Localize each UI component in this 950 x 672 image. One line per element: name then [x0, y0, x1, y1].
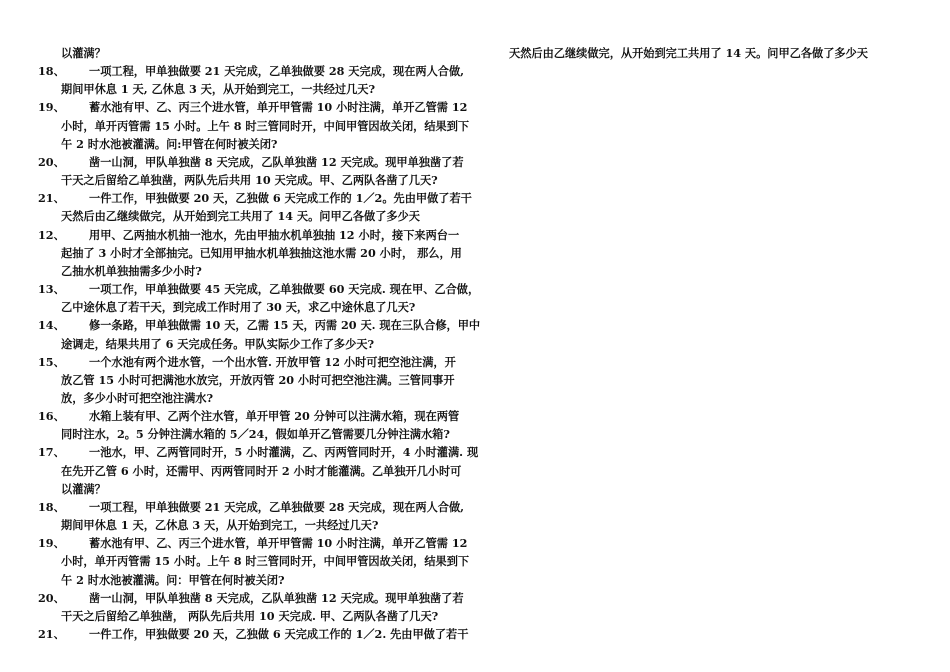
problem-number: 15、	[38, 354, 65, 369]
problem-number: 19、	[38, 100, 65, 115]
problem-text-line: 乙抽水机单独抽需多少小时?	[61, 263, 202, 278]
problem-text-line: 干天之后留给乙单独凿， 两队先后共用 10 天完成. 甲、乙两队各凿了几天?	[61, 608, 439, 623]
problem-text-line: 一件工作，甲独做要 20 天，乙独做 6 天完成工作的 1／2。先由甲做了若干	[89, 191, 472, 206]
problem-text-line: 以灌满？	[61, 481, 106, 496]
problem-text-line: 修一条路，甲单独做需 10 天，乙需 15 天，丙需 20 天. 现在三队合修，甲中	[89, 318, 481, 333]
problem-item	[38, 534, 468, 588]
problem-item	[38, 589, 468, 625]
problem-number: 18、	[38, 64, 65, 79]
problem-text-line: 在先开乙管 6 小时，还需甲、丙两管同时开 2 小时才能灌满。乙单独开几小时可	[61, 463, 462, 478]
problem-item	[38, 153, 468, 189]
problem-text-line: 途调走，结果共用了 6 天完成任务。甲队实际少工作了多少天?	[61, 336, 375, 351]
problem-text-line: 乙中途休息了若干天，到完成工作时用了 30 天，求乙中途休息了几天?	[61, 300, 416, 315]
problem-text-line: 小时，单开丙管需 15 小时。上午 8 时三管同时开，中间甲管因故关闭，结果到下	[61, 118, 470, 133]
right-column	[509, 44, 909, 62]
problem-list	[38, 62, 481, 643]
problem-text-line: 一项工作，甲单独做要 45 天完成，乙单独做要 60 天完成. 现在甲、乙合做，	[89, 282, 480, 297]
problem-text-line: 用甲、乙两抽水机抽一池水，先由甲抽水机单独抽 12 小时，接下来两台一	[89, 227, 460, 242]
problem-text-line: 同时注水，2。5 分钟注满水箱的 5／24，假如单开乙管需要几分钟注满水箱?	[61, 427, 450, 442]
problem-item	[38, 62, 468, 98]
problem-item	[38, 98, 468, 152]
right-text-line: 天然后由乙继续做完，从开始到完工共用了 14 天。问甲乙各做了多少天	[509, 46, 868, 60]
problem-text-line: 一池水，甲、乙两管同时开，5 小时灌满，乙、丙两管同时开，4 小时灌满. 现	[89, 445, 479, 460]
problem-text-line: 期间甲休息 1 天, 乙休息 3 天，从开始到完工，一共经过几天?	[61, 82, 375, 97]
problem-text-line: 凿一山洞，甲队单独凿 8 天完成，乙队单独凿 12 天完成。现甲单独凿了若	[89, 590, 464, 605]
problem-text-line: 午 2 时水池被灌满。问:甲管在何时被关闭?	[61, 136, 278, 151]
problem-number: 13、	[38, 282, 65, 297]
problem-text-line: 放，多少小时可把空池注满水?	[61, 390, 213, 405]
right-column-lines	[509, 44, 909, 62]
problem-text-line: 一件工作，甲独做要 20 天，乙独做 6 天完成工作的 1／2. 先由甲做了若干	[89, 627, 469, 641]
problem-number: 17、	[38, 445, 65, 460]
problem-item	[38, 226, 468, 280]
problem-text-line: 一项工程，甲单独做要 21 天完成，乙单独做要 28 天完成，现在两人合做,	[89, 64, 465, 79]
problem-item	[38, 353, 468, 407]
problem-item	[38, 443, 479, 497]
problem-text-line: 蓄水池有甲、乙、丙三个进水管，单开甲管需 10 小时注满，单开乙管需 12	[89, 100, 468, 115]
problem-number: 21、	[38, 627, 65, 641]
problem-item	[38, 316, 481, 352]
continuation-line: 以灌满？	[61, 46, 106, 60]
problem-text-line: 起抽了 3 小时才全部抽完。已知用甲抽水机单独抽这池水需 20 小时， 那么，用	[61, 245, 462, 260]
problem-item	[38, 625, 468, 643]
problem-text-line: 一项工程，甲单独做要 21 天完成，乙单独做要 28 天完成，现在两人合做,	[89, 499, 465, 514]
problem-text-line: 一个水池有两个进水管，一个出水管. 开放甲管 12 小时可把空池注满，开	[89, 354, 456, 369]
problem-number: 12、	[38, 227, 65, 242]
problem-number: 19、	[38, 536, 65, 551]
problem-number: 20、	[38, 590, 65, 605]
problem-number: 14、	[38, 318, 65, 333]
problem-item	[38, 498, 468, 534]
problem-text-line: 干天之后留给乙单独凿，两队先后共用 10 天完成。甲、乙两队各凿了几天?	[61, 173, 438, 188]
problem-number: 21、	[38, 191, 65, 206]
problem-text-line: 小时，单开丙管需 15 小时。上午 8 时三管同时开，中间甲管因故关闭，结果到下	[61, 554, 470, 569]
problem-text-line: 天然后由乙继续做完，从开始到完工共用了 14 天。问甲乙各做了多少天	[61, 209, 420, 224]
problem-item	[38, 280, 480, 316]
problem-text-line: 午 2 时水池被灌满。问：甲管在何时被关闭?	[61, 572, 285, 587]
problem-text-line: 水箱上装有甲、乙两个注水管，单开甲管 20 分钟可以注满水箱，现在两管	[89, 409, 460, 424]
problem-number: 16、	[38, 409, 65, 424]
problem-text-line: 凿一山洞，甲队单独凿 8 天完成，乙队单独凿 12 天完成。现甲单独凿了若	[89, 154, 464, 169]
problem-text-line: 蓄水池有甲、乙、丙三个进水管，单开甲管需 10 小时注满，单开乙管需 12	[89, 536, 468, 551]
problem-text-line: 放乙管 15 小时可把满池水放完，开放丙管 20 小时可把空池注满。三管同事开	[61, 372, 455, 387]
problem-item	[38, 189, 472, 225]
problem-text-line: 期间甲休息 1 天，乙休息 3 天，从开始到完工，一共经过几天?	[61, 518, 379, 533]
problem-item	[38, 407, 468, 443]
left-column	[38, 44, 481, 643]
problem-number: 20、	[38, 154, 65, 169]
problem-number: 18、	[38, 499, 65, 514]
